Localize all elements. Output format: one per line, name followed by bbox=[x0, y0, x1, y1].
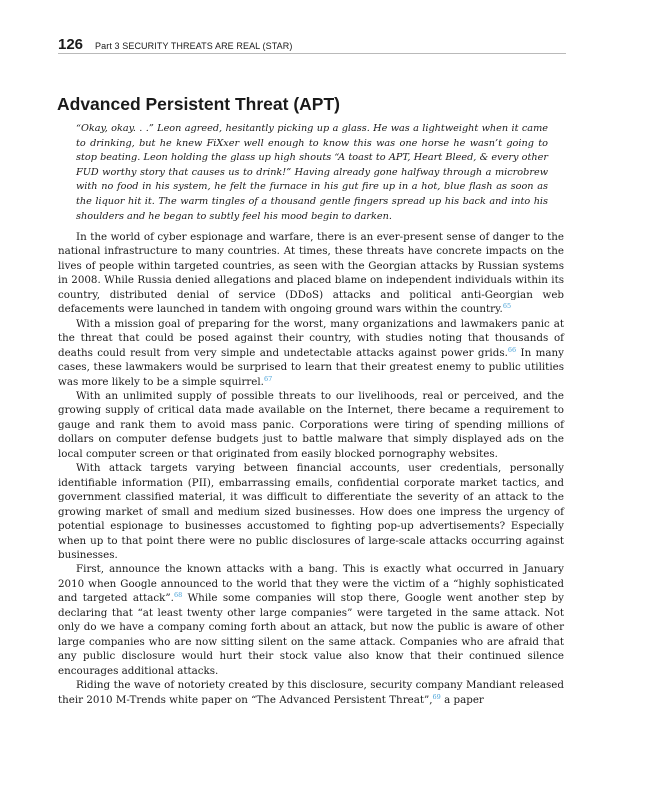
body-text bbox=[58, 230, 564, 707]
part-label: Part 3 SECURITY THREATS ARE REAL (STAR) bbox=[95, 41, 293, 51]
page-number: 126 bbox=[58, 36, 84, 53]
paragraph-3: With an unlimited supply of possible threats to our livelihoods, real or perceived, and the growing supply of critical data made available on the Internet, there became a requirement to gauge and rank them to avoid mass panic. Corporations were tiring of spending millions of dollars on computer defense budgets just to battle malware that simply displayed ads on the local computer screen or that originated from easily blocked pornography websites. bbox=[58, 389, 564, 460]
footnote-ref-69[interactable]: 69 bbox=[432, 692, 441, 701]
header-rule bbox=[58, 53, 566, 54]
running-header bbox=[58, 36, 566, 53]
footnote-ref-68[interactable]: 68 bbox=[173, 591, 183, 600]
paragraph-1: In the world of cyber espionage and warfare, there is an ever-present sense of danger to the national infrastructure to many countries. At times, these threats have concrete impacts on the lives of people within targeted countries, as seen with the Georgian attacks by Russian systems in 2008. While Russia denied allegations and placed blame on independent individuals within its country, distributed denial of service (DDoS) attacks and political anti-Georgian web defacements were launched in tandem with ongoing ground wars within the country.$^{65}$ bbox=[58, 231, 564, 316]
footnote-ref-67[interactable]: 67 bbox=[263, 374, 273, 383]
epigraph-quote: “Okay, okay. . .” Leon agreed, hesitantly picking up a glass. He was a lightweight when it came to drinking, but he knew FiXxer well enough to know this was one horse he wasn’t going to stop beating. Leon holding the glass up high shouts “A toast to APT, Heart Bleed, & every other FUD worthy story that causes us to drink!” Having already gone halfway through a microbrew with no food in his system, he felt the furnace in his gut fire up in a hot, blue flash as soon as the liquor hit it. The warm tingles of a thousand gentle fingers spread up his back and into his shoulders and he began to subtly feel his mood begin to darken. bbox=[76, 123, 548, 222]
footnote-ref-65[interactable]: 65 bbox=[502, 302, 512, 311]
paragraph-4: With attack targets varying between financial accounts, user credentials, personally identifiable information (PII), embarrassing emails, confidential corporate market tactics, and government classified material, it was difficult to differentiate the severity of an attack to the growing market of small and medium sized businesses. How does one impress the urgency of potential espionage to businesses accustomed to fighting pop-up advertisements? Especially when up to that point there were no public disclosures of large-scale attacks occurring against businesses. bbox=[58, 462, 564, 561]
section-title: Advanced Persistent Threat (APT) bbox=[57, 94, 340, 114]
paragraph-5: First, announce the known attacks with a bang. This is exactly what occurred in January 2010 when Google announced to the world that they were the victim of a “highly sophisticated and targeted attack”.$^{68}$ While some companies will stop there, Google went another step by declaring that “at least twenty other large companies” were targeted in the same attack. Not only do we have a company coming forth about an attack, but now the public is aware of other large companies who are now sitting silent on the same attack. Companies who are afraid that any public disclosure would hurt their stock value also know that their continued silence encourages additional attacks. bbox=[58, 563, 564, 677]
paragraph-6: Riding the wave of notoriety created by this disclosure, security company Mandiant released their 2010 M-Trends white paper on “The Advanced Persistent Threat”,$^{69}$ a paper bbox=[58, 679, 564, 706]
footnote-ref-66[interactable]: 66 bbox=[507, 345, 517, 354]
paragraph-2: With a mission goal of preparing for the worst, many organizations and lawmakers panic at the threat that could be posed against their country, with studies noting that thousands of deaths could result from very simple and undetectable attacks against power grids.$^{66}$ In many cases, these lawmakers would be surprised to learn that their greatest enemy to public utilities was more likely to be a simple squirrel.$^{67}$ bbox=[58, 317, 564, 388]
